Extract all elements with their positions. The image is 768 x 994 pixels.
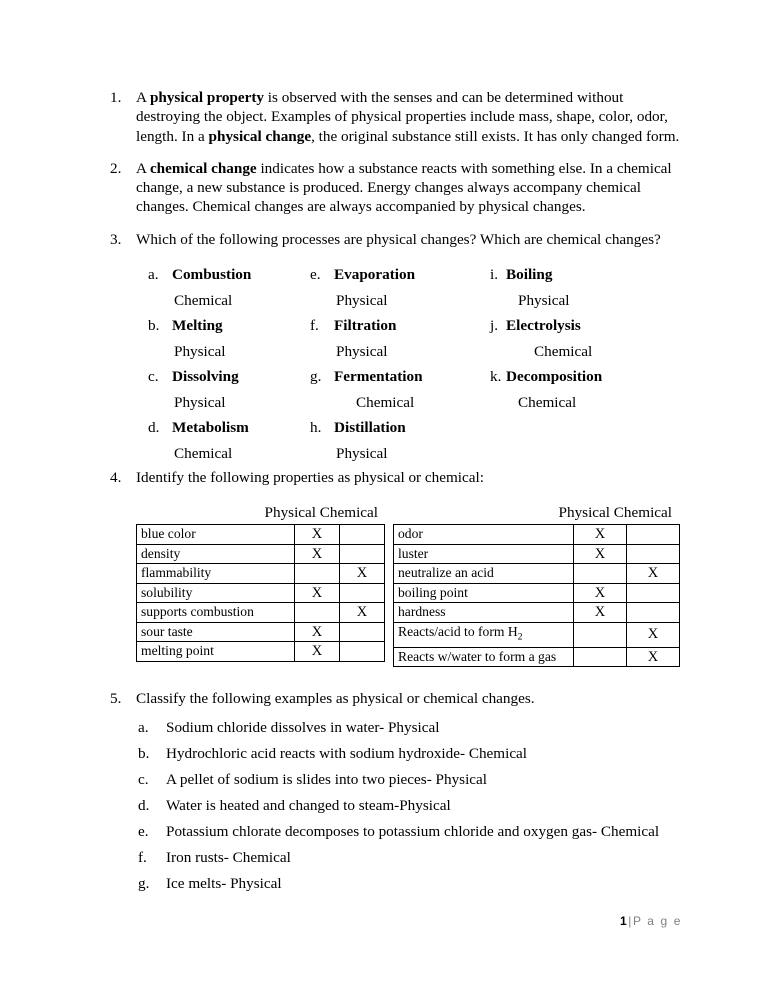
chemical-mark-cell <box>340 525 385 545</box>
chemical-mark-cell <box>340 642 385 662</box>
right-table-header: Physical Chemical <box>558 504 672 521</box>
question-text: A <box>136 89 150 106</box>
physical-mark-cell <box>295 603 340 623</box>
process-answer: Physical <box>518 291 570 309</box>
process-answer: Chemical <box>174 444 233 462</box>
process-term-label: Decomposition <box>506 368 603 385</box>
question-5-text: Classify the following examples as physical or chemical changes. <box>136 690 535 707</box>
process-letter: h. <box>310 419 322 436</box>
question-body <box>136 88 682 146</box>
process-entry <box>310 262 480 313</box>
process-letter: f. <box>310 317 319 334</box>
process-entry <box>490 364 670 415</box>
question-4-text: Identify the following properties as physical or chemical: <box>136 469 484 486</box>
table-row <box>394 544 680 564</box>
right-properties-table <box>393 524 680 667</box>
question-5-item-letter: d. <box>138 797 150 815</box>
property-name-cell <box>137 642 295 662</box>
process-answer: Physical <box>336 444 388 462</box>
process-answer: Physical <box>336 291 388 309</box>
process-term <box>490 364 670 390</box>
process-letter: a. <box>148 266 159 283</box>
question-5-item-text: A pellet of sodium is slides into two pieces- Physical <box>166 771 488 789</box>
process-entry <box>148 262 308 313</box>
process-term-label: Dissolving <box>172 368 239 385</box>
question-item <box>110 230 682 249</box>
question-text: indicates how a substance reacts with something else. In a chemical change, a new substance is produced. Energy changes always accompany chemical changes. Chemical changes are always accompanied by physical changes. <box>136 159 672 216</box>
property-name: luster <box>398 545 429 561</box>
property-name-cell <box>394 622 574 647</box>
process-answer: Chemical <box>518 393 577 411</box>
process-entry <box>310 415 480 466</box>
question-5-prompt <box>110 689 710 708</box>
table-row <box>137 603 385 623</box>
process-term-label: Metabolism <box>172 419 249 436</box>
property-name: Reacts w/water to form a gas <box>398 648 557 664</box>
process-term <box>148 313 308 339</box>
footer-label: P a g e <box>632 914 682 928</box>
process-term <box>148 262 308 288</box>
process-term <box>310 364 480 390</box>
question-5-item-letter: a. <box>138 719 149 737</box>
property-name: supports combustion <box>141 604 254 619</box>
process-term <box>490 313 670 339</box>
process-term-label: Combustion <box>172 266 252 283</box>
process-column <box>310 262 480 466</box>
question-5-items <box>110 715 710 897</box>
chemical-mark-cell <box>340 544 385 564</box>
footer-page-number: 1 <box>619 914 629 928</box>
process-answer: Chemical <box>534 342 593 360</box>
chemical-mark-cell: X <box>340 603 385 623</box>
question-emphasis: physical property <box>149 89 264 106</box>
table-row <box>394 564 680 584</box>
property-name: solubility <box>141 584 193 600</box>
process-column <box>490 262 670 415</box>
physical-mark-cell: X <box>574 525 627 545</box>
question-item <box>110 159 682 217</box>
table-row <box>394 583 680 603</box>
process-term-label: Melting <box>172 317 223 334</box>
process-letter: j. <box>490 317 499 334</box>
process-term-label: Filtration <box>334 317 397 334</box>
property-name-cell <box>394 544 574 564</box>
formula-subscript: 2 <box>517 631 523 643</box>
question-text: , the original substance still exists. It has only changed form. <box>311 127 680 145</box>
question-body <box>136 230 682 249</box>
question-5-item-letter: e. <box>138 823 149 841</box>
property-name: melting point <box>141 643 214 658</box>
chemical-mark-cell: X <box>340 564 385 584</box>
property-name: odor <box>398 526 423 541</box>
property-name-cell <box>137 525 295 545</box>
left-properties-table <box>136 524 385 662</box>
process-answer: Physical <box>174 393 226 411</box>
property-name: boiling point <box>398 584 468 600</box>
processes-three-column-list <box>110 262 682 467</box>
property-name-cell <box>394 525 574 545</box>
process-entry <box>148 313 308 364</box>
physical-mark-cell <box>574 564 627 584</box>
property-name-cell <box>394 583 574 603</box>
property-name-cell <box>137 622 295 642</box>
question-body <box>136 159 682 217</box>
chemical-mark-cell: X <box>627 622 680 647</box>
question-text: Which of the following processes are physical changes? Which are chemical changes? <box>136 230 661 248</box>
process-entry <box>148 364 308 415</box>
process-entry <box>310 364 480 415</box>
chemical-mark-cell <box>340 622 385 642</box>
process-term-label: Distillation <box>334 419 406 436</box>
process-entry <box>148 415 308 466</box>
question-5-item <box>110 845 710 871</box>
question-5-item-letter: b. <box>138 745 150 763</box>
question-5-item-text: Potassium chlorate decomposes to potassium chloride and oxygen gas- Chemical <box>166 823 660 841</box>
physical-mark-cell <box>574 622 627 647</box>
process-letter: e. <box>310 266 321 283</box>
question-emphasis: chemical change <box>149 159 257 177</box>
question-5-item-text: Sodium chloride dissolves in water- Physical <box>166 719 440 737</box>
question-5-item-text: Iron rusts- Chemical <box>166 849 291 867</box>
physical-mark-cell: X <box>574 544 627 564</box>
chemical-mark-cell: X <box>627 647 680 667</box>
process-term-label: Electrolysis <box>506 317 581 334</box>
process-column <box>148 262 308 466</box>
property-name: density <box>141 545 181 561</box>
question-number: 1. <box>110 89 122 106</box>
physical-mark-cell <box>574 647 627 667</box>
chemical-mark-cell <box>627 583 680 603</box>
property-name-cell <box>394 647 574 667</box>
question-text: A <box>136 159 150 177</box>
property-name-cell <box>394 603 574 623</box>
numbered-question-list <box>110 88 682 262</box>
table-row <box>137 525 385 545</box>
table-row <box>137 544 385 564</box>
left-table-header: Physical Chemical <box>264 504 378 521</box>
question-5-item <box>110 741 710 767</box>
left-properties-table-wrap <box>136 503 378 662</box>
table-row <box>137 564 385 584</box>
question-5-item <box>110 819 710 845</box>
property-name: blue color <box>141 526 196 541</box>
table-row <box>394 603 680 623</box>
process-term <box>148 364 308 390</box>
chemical-mark-cell <box>340 583 385 603</box>
property-name: flammability <box>141 565 212 580</box>
property-name-cell <box>137 564 295 584</box>
physical-mark-cell: X <box>295 583 340 603</box>
property-name-cell <box>137 603 295 623</box>
table-row <box>394 525 680 545</box>
physical-mark-cell: X <box>574 603 627 623</box>
question-item <box>110 88 682 146</box>
property-name: hardness <box>398 604 446 619</box>
question-5-item <box>110 715 710 741</box>
physical-mark-cell: X <box>574 583 627 603</box>
question-5-item-letter: f. <box>138 849 147 867</box>
question-text: is observed with the senses and can be determined without destroying the object. Examples of physical properties include mass, shape, color, odor, length. In a <box>136 89 668 145</box>
question-5-item-text: Ice melts- Physical <box>166 875 282 893</box>
physical-mark-cell: X <box>295 525 340 545</box>
process-answer: Physical <box>336 342 388 360</box>
process-term <box>310 262 480 288</box>
property-name: Reacts/acid to form H <box>398 623 518 639</box>
table-row <box>137 622 385 642</box>
question-number: 2. <box>110 159 122 177</box>
physical-mark-cell: X <box>295 642 340 662</box>
property-name: neutralize an acid <box>398 565 494 580</box>
process-entry <box>490 262 670 313</box>
chemical-mark-cell <box>627 544 680 564</box>
question-5-number: 5. <box>110 690 122 707</box>
process-answer: Physical <box>174 342 226 360</box>
process-entry <box>490 313 670 364</box>
footer-separator: | <box>628 914 633 928</box>
question-4-number: 4. <box>110 469 122 486</box>
question-5-item-text: Water is heated and changed to steam-Physical <box>166 797 451 815</box>
process-letter: b. <box>148 317 160 334</box>
process-letter: g. <box>310 368 322 385</box>
right-properties-table-wrap <box>393 503 672 667</box>
process-term <box>310 313 480 339</box>
property-name-cell <box>137 544 295 564</box>
question-5-item <box>110 871 710 897</box>
question-5-item-letter: c. <box>138 771 149 789</box>
process-term <box>148 415 308 441</box>
physical-mark-cell: X <box>295 622 340 642</box>
table-row <box>137 583 385 603</box>
process-letter: k. <box>490 368 502 385</box>
process-term-label: Evaporation <box>334 266 416 283</box>
process-letter: c. <box>148 368 159 385</box>
question-5-item-letter: g. <box>138 875 150 893</box>
property-name-cell <box>137 583 295 603</box>
process-answer: Chemical <box>174 291 233 309</box>
table-row <box>137 642 385 662</box>
question-5-item-text: Hydrochloric acid reacts with sodium hydroxide- Chemical <box>166 745 528 763</box>
table-row <box>394 622 680 647</box>
question-5-block <box>110 689 710 897</box>
process-term-label: Fermentation <box>334 368 423 385</box>
process-term <box>490 262 670 288</box>
physical-mark-cell: X <box>295 544 340 564</box>
process-term-label: Boiling <box>506 266 553 283</box>
question-5-item <box>110 793 710 819</box>
question-5-item <box>110 767 710 793</box>
question-number: 3. <box>110 230 122 248</box>
chemical-mark-cell: X <box>627 564 680 584</box>
process-term <box>310 415 480 441</box>
question-emphasis: physical change <box>208 127 312 145</box>
table-row <box>394 647 680 667</box>
process-letter: d. <box>148 419 160 436</box>
property-name-cell <box>394 564 574 584</box>
process-answer: Chemical <box>356 393 415 411</box>
physical-mark-cell <box>295 564 340 584</box>
page-footer <box>0 914 682 928</box>
process-entry <box>310 313 480 364</box>
chemical-mark-cell <box>627 603 680 623</box>
chemical-mark-cell <box>627 525 680 545</box>
question-4-prompt <box>110 468 682 487</box>
property-name: sour taste <box>141 623 193 639</box>
process-letter: i. <box>490 266 499 283</box>
